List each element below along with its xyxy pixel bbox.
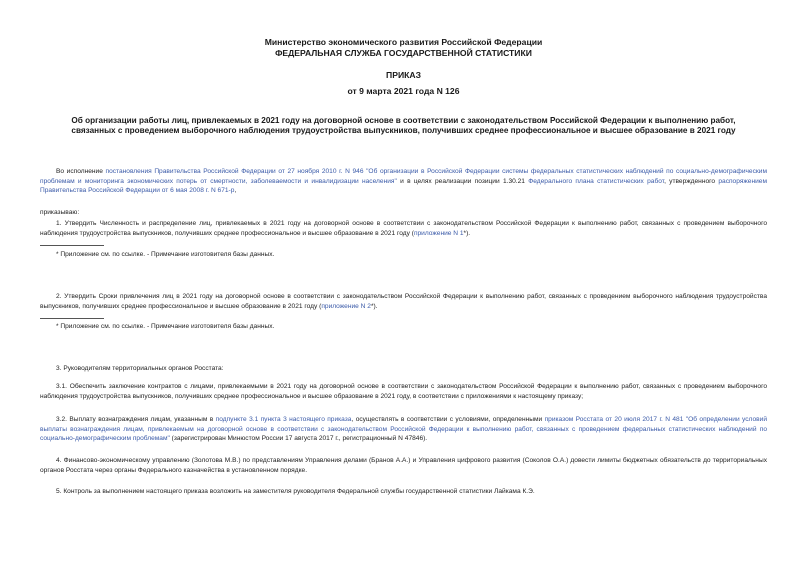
intro-text: , — [234, 187, 237, 195]
footnote-divider — [40, 318, 104, 319]
link-federal-plan[interactable]: Федерального плана статистических работ — [528, 177, 665, 185]
item-text: 3.2. Выплату вознаграждения лицам, указанным в — [56, 416, 216, 423]
doc-title-line-1: Об организации работы лиц, привлекаемых в 2021 году на договорной основе в соответствии с законодательством Российской Федерации к выполнению работ, — [71, 116, 736, 125]
service-name: ФЕДЕРАЛЬНАЯ СЛУЖБА ГОСУДАРСТВЕННОЙ СТАТИСТИКИ — [275, 48, 532, 58]
link-postanovlenie-946[interactable]: постановления Правительства Российской Федерации от 27 ноября 2010 г. N 946 "Об организации в Российской Федерации системы федеральных статистических наблюдений по социально-демографическим проблемам и мониторинга экономических потерь от смертности, заболеваемости и инвалидизации населения" — [40, 168, 767, 185]
item-text: *). — [370, 302, 378, 310]
item-3-2 — [40, 415, 767, 444]
link-appendix-2[interactable]: приложение N 2 — [321, 302, 371, 310]
link-rasporyazhenie-671[interactable]: распоряжением Правительства Российской Федерации от 6 мая 2008 г. N 671-р — [40, 177, 767, 195]
doc-date-number: от 9 марта 2021 года N 126 — [347, 86, 460, 96]
doc-type: ПРИКАЗ — [386, 70, 421, 80]
item-3: 3. Руководителям территориальных органов Росстата: — [56, 365, 224, 372]
item-text: , осуществлять в соответствии с условиями, определенными — [351, 416, 545, 423]
intro-text: , утвержденного — [664, 177, 719, 185]
intro-text: и в целях реализации позиции 1.30.21 — [396, 177, 529, 185]
footnote-divider — [40, 245, 104, 246]
intro-text: Во исполнение — [56, 168, 106, 175]
item-text: 1. Утвердить Численность и распределение лиц, привлекаемых в 2021 году на договорной основе в соответствии с законодательством Российской Федерации к выполнению работ, связанных с проведением выборочного наблюдения трудоустройства выпускников, получивших среднее профессиональное и высшее образование в 2021 году ( — [40, 220, 767, 237]
footnote-2: * Приложение см. по ссылке. - Примечание изготовителя базы данных. — [56, 323, 275, 330]
prikazyvayu: приказываю: — [40, 209, 80, 216]
ministry-name: Министерство экономического развития Российской Федерации — [264, 37, 543, 47]
link-appendix-1[interactable]: приложение N 1 — [413, 229, 464, 237]
intro-paragraph — [40, 167, 767, 196]
item-text: 2. Утвердить Сроки привлечения лиц в 2021 году на договорной основе в соответствии с законодательством Российской Федерации к выполнению работ, связанных с проведением выборочного наблюдения трудоустройства выпускников, получивших среднее профессиональное и высшее образование в 2021 году ( — [40, 293, 767, 310]
link-subpoint-3-1[interactable]: подпункте 3.1 пункта 3 настоящего приказа — [215, 416, 352, 423]
item-text: *). — [463, 229, 471, 237]
footnote-1: * Приложение см. по ссылке. - Примечание изготовителя базы данных. — [56, 251, 275, 258]
item-text: (зарегистрирован Минюстом России 17 августа 2017 г., регистрационный N 47846). — [169, 435, 428, 443]
item-1 — [40, 219, 767, 238]
item-3-1: 3.1. Обеспечить заключение контрактов с лицами, привлекаемыми в 2021 году на договорной основе в соответствии с законодательством Российской Федерации к выполнению работ, связанных с проведением выборочного наблюдения трудоустройства выпускников, получивших среднее профессиональное и высшее образование в 2021 году, в соответствии с приложениями к настоящему приказу; — [40, 383, 767, 400]
item-2 — [40, 292, 767, 311]
item-4: 4. Финансово-экономическому управлению (Золотова М.В.) по представлениям Управления делами (Бранов А.А.) и Управления цифрового развития (Соколов О.А.) довести лимиты бюджетных обязательств до территориальных органов Росстата через органы Федерального казначейства в установленном порядке. — [40, 457, 767, 474]
link-rosstat-order-481[interactable]: приказом Росстата от 20 июля 2017 г. N 481 "Об определении условий выплаты вознаграждения лицам, привлекаемым на договорной основе в соответствии с законодательством Российской Федерации к выполнению работ, связанных с проведением федеральных статистических наблюдений по социально-демографическим проблемам" — [40, 416, 767, 443]
item-5: 5. Контроль за выполнением настоящего приказа возложить на заместителя руководителя Федеральной службы государственной статистики Лайкама К.Э. — [56, 488, 535, 495]
doc-title-line-2: связанных с проведением выборочного наблюдения трудоустройства выпускников, получивших среднее профессиональное и высшее образование в 2021 году — [71, 126, 736, 135]
